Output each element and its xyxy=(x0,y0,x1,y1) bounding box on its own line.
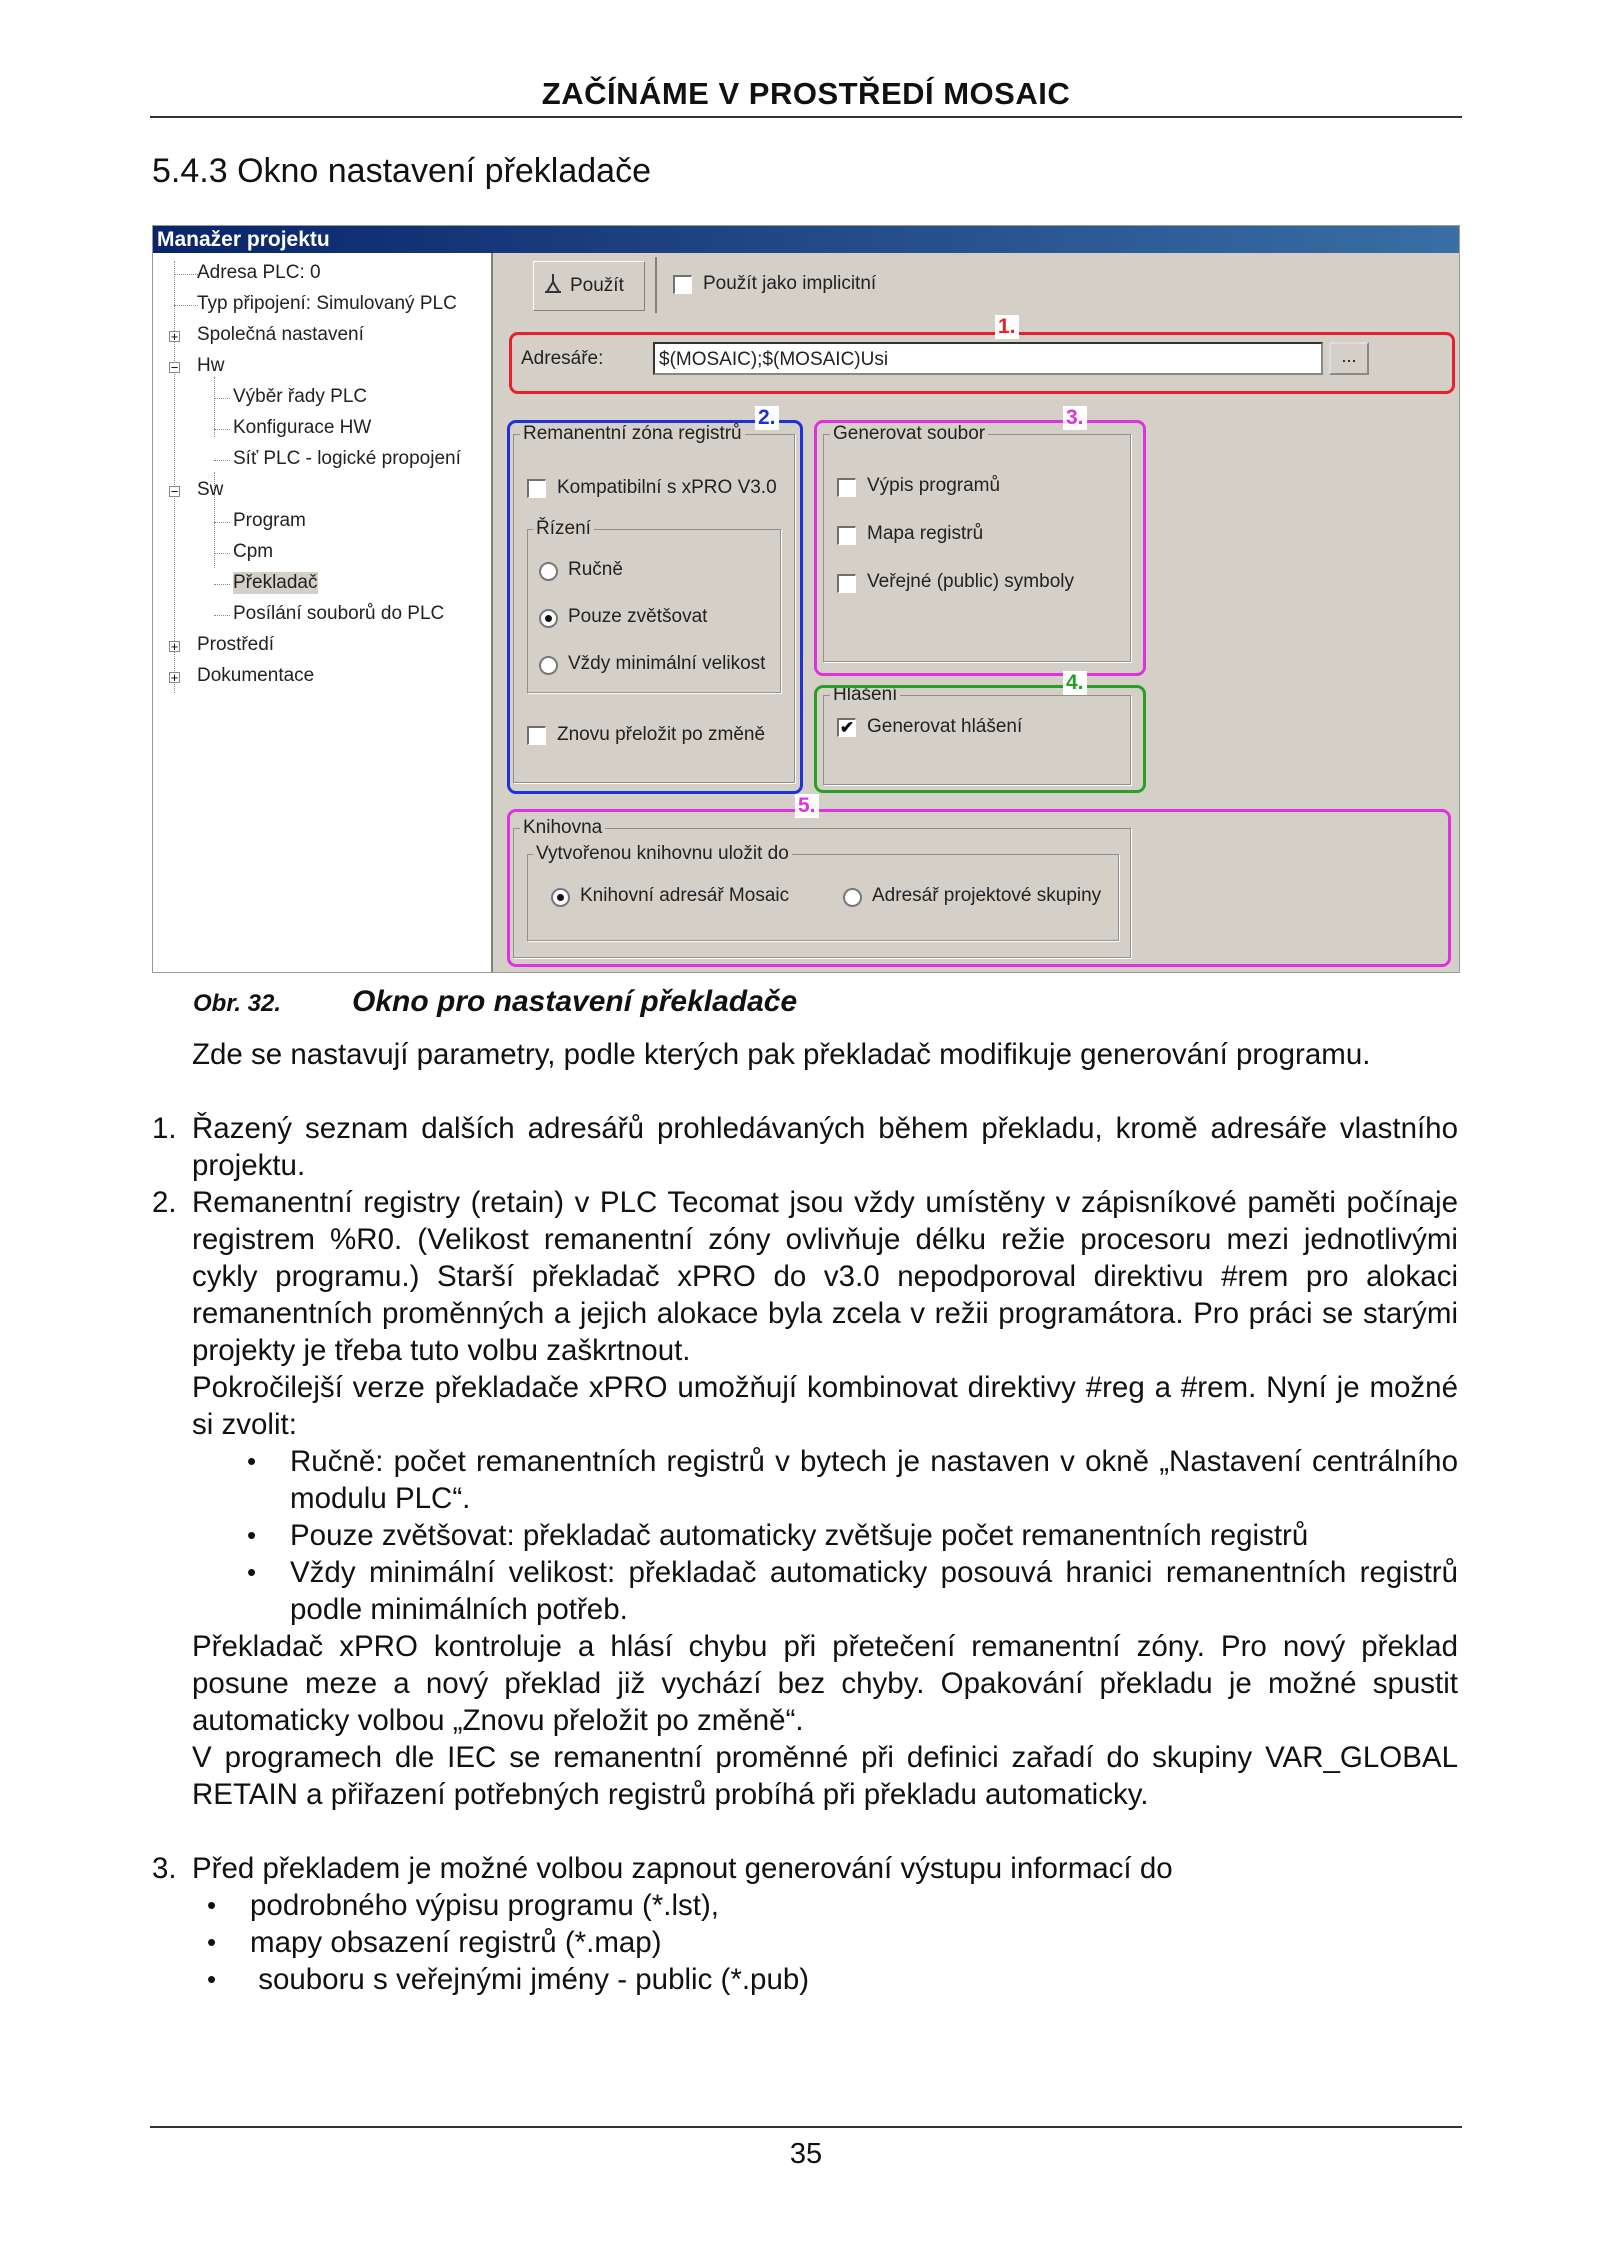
apply-button[interactable]: Použít xyxy=(533,261,645,311)
map-label: Mapa registrů xyxy=(867,523,984,544)
lib-group-label: Adresář projektové skupiny xyxy=(872,885,1102,906)
bullet-pub: souboru s veřejnými jmény - public (*.pub) xyxy=(250,1963,810,1996)
bullet: • xyxy=(207,1890,217,1920)
gen-group-title: Generovat soubor xyxy=(830,423,988,445)
running-header: ZAČÍNÁME V PROSTŘEDÍ MOSAIC xyxy=(541,76,1071,111)
tree-item-prostredi[interactable]: Prostředí xyxy=(197,634,275,655)
tree-item-sit-plc[interactable]: Síť PLC - logické propojení xyxy=(233,448,461,469)
tree-item-adresa-plc[interactable]: Adresa PLC: 0 xyxy=(197,262,321,283)
intro-paragraph: Zde se nastavují parametry, podle kterých pak překladač modifikuje generování programu. xyxy=(192,1038,1371,1071)
expand-plus-icon[interactable]: + xyxy=(170,639,179,654)
expand-plus-icon[interactable]: + xyxy=(170,329,179,344)
tree-item-sw[interactable]: Sw xyxy=(197,479,224,500)
tree-item-prekladac[interactable]: Překladač xyxy=(233,572,318,593)
item-number: 1. xyxy=(152,1112,177,1145)
marker-4: 4. xyxy=(1063,671,1087,695)
footer-rule xyxy=(150,2126,1462,2128)
item-2-overflow: Překladač xPRO kontroluje a hlásí chybu při přetečení remanentní zóny. Pro nový překlad posune meze a nový překlad již vychází bez chyby. Opakování překladu je možné spustit automaticky volbou „Znovu přeložit po změně“. xyxy=(192,1630,1458,1737)
item-3-text: Před překladem je možné volbou zapnout generování výstupu informací do xyxy=(192,1852,1173,1885)
project-tree xyxy=(153,253,493,972)
highlight-1 xyxy=(509,332,1455,394)
pub-label: Veřejné (public) symboly xyxy=(867,571,1074,592)
window-title: Manažer projektu xyxy=(153,226,1459,253)
default-checkbox[interactable] xyxy=(673,275,692,294)
tree-item-konfigurace-hw[interactable]: Konfigurace HW xyxy=(233,417,372,438)
retain-group-title: Remanentní zóna registrů xyxy=(520,423,745,445)
min-label: Vždy minimální velikost xyxy=(568,653,766,674)
item-2-text: Remanentní registry (retain) v PLC Tecomat jsou vždy umístěny v zápisníkové paměti počínaje registrem %R0. (Velikost remanentní zóny ovlivňuje délku režie procesoru mezi jednotlivými cykly programu.) Starší překladač xPRO do v3.0 nepodporoval direktivu #rem pro alokaci remanentních proměnných a jejich alokace byla zcela v režii programátora. Pro práci se starými projekty je třeba tuto volbu zaškrtnout. xyxy=(192,1186,1458,1367)
marker-3: 3. xyxy=(1063,406,1087,430)
tree-item-program[interactable]: Program xyxy=(233,510,306,531)
collapse-minus-icon[interactable]: − xyxy=(170,484,179,499)
list-label: Výpis programů xyxy=(867,475,1001,496)
lib-group-title: Knihovna xyxy=(520,817,605,839)
caption-number: Obr. 32. xyxy=(193,990,282,1017)
item-number: 3. xyxy=(152,1852,177,1885)
gen-msg-label: Generovat hlášení xyxy=(867,716,1023,737)
collapse-minus-icon[interactable]: − xyxy=(170,360,179,375)
figure-screenshot xyxy=(152,225,1460,973)
highlight-4 xyxy=(814,685,1146,793)
bullet-min: Vždy minimální velikost: překladač automaticky posouvá hranici remanentních registrů podle minimálních potřeb. xyxy=(290,1556,1458,1626)
bullet-map: mapy obsazení registrů (*.map) xyxy=(250,1926,662,1959)
bullet: • xyxy=(247,1446,257,1476)
header-rule xyxy=(150,116,1462,118)
dirs-label: Adresáře: xyxy=(521,348,604,369)
tree-item-hw[interactable]: Hw xyxy=(197,355,225,376)
caption-text: Okno pro nastavení překladače xyxy=(352,985,798,1018)
bullet-lst: podrobného výpisu programu (*.lst), xyxy=(250,1889,719,1922)
item-2-options-intro: Pokročilejší verze překladače xPRO umožňují kombinovat direktivy #reg a #rem. Nyní je možné si zvolit: xyxy=(192,1371,1458,1441)
marker-5: 5. xyxy=(795,794,819,818)
bullet: • xyxy=(207,1927,217,1957)
recompile-label: Znovu přeložit po změně xyxy=(557,724,766,745)
highlight-3 xyxy=(814,420,1146,676)
tree-item-cpm[interactable]: Cpm xyxy=(233,541,274,562)
msg-group-title: Hlášení xyxy=(830,684,900,706)
highlight-2 xyxy=(507,420,803,794)
tree-item-vyber-rady[interactable]: Výběr řady PLC xyxy=(233,386,368,407)
section-title: 5.4.3 Okno nastavení překladače xyxy=(152,152,651,190)
lib-sub-group-title: Vytvořenou knihovnu uložit do xyxy=(533,843,792,865)
bullet-manual: Ručně: počet remanentních registrů v bytech je nastaven v okně „Nastavení centrálního modulu PLC“. xyxy=(290,1445,1458,1515)
tree-item-spolecna[interactable]: Společná nastavení xyxy=(197,324,364,345)
item-1-text: Řazený seznam dalších adresářů prohledávaných během překladu, kromě adresáře vlastního projektu. xyxy=(192,1112,1458,1182)
expand-plus-icon[interactable]: + xyxy=(170,670,179,685)
bullet: • xyxy=(247,1557,257,1587)
bullet-grow: Pouze zvětšovat: překladač automaticky zvětšuje počet remanentních registrů xyxy=(290,1519,1309,1552)
browse-button[interactable]: ... xyxy=(1329,342,1369,375)
lib-mosaic-label: Knihovní adresář Mosaic xyxy=(580,885,790,906)
grow-label: Pouze zvětšovat xyxy=(568,606,708,627)
manual-label: Ručně xyxy=(568,559,623,580)
apply-icon xyxy=(542,272,564,296)
marker-1: 1. xyxy=(995,315,1019,339)
item-2-iec: V programech dle IEC se remanentní proměnné při definici zařadí do skupiny VAR_GLOBAL RETAIN a přiřazení potřebných registrů probíhá při překladu automaticky. xyxy=(192,1741,1458,1811)
control-group-title: Řízení xyxy=(533,518,594,540)
tree-item-typ-pripojeni[interactable]: Typ připojení: Simulovaný PLC xyxy=(197,293,457,314)
compat-label: Kompatibilní s xPRO V3.0 xyxy=(557,477,777,498)
bullet: • xyxy=(207,1964,217,1994)
tree-line xyxy=(174,261,175,693)
tree-item-dokumentace[interactable]: Dokumentace xyxy=(197,665,315,686)
bullet: • xyxy=(247,1520,257,1550)
gen-msg-checkbox[interactable]: ✔ xyxy=(837,718,856,737)
dirs-input[interactable]: $(MOSAIC);$(MOSAIC)Usi xyxy=(653,342,1323,375)
default-label: Použít jako implicitní xyxy=(703,273,877,294)
item-number: 2. xyxy=(152,1186,177,1219)
settings-pane xyxy=(493,253,1459,972)
highlight-5 xyxy=(507,809,1451,967)
marker-2: 2. xyxy=(755,406,779,430)
tree-line xyxy=(214,377,215,437)
page-number: 35 xyxy=(789,2138,823,2170)
tree-item-posilani[interactable]: Posílání souborů do PLC xyxy=(233,603,445,624)
